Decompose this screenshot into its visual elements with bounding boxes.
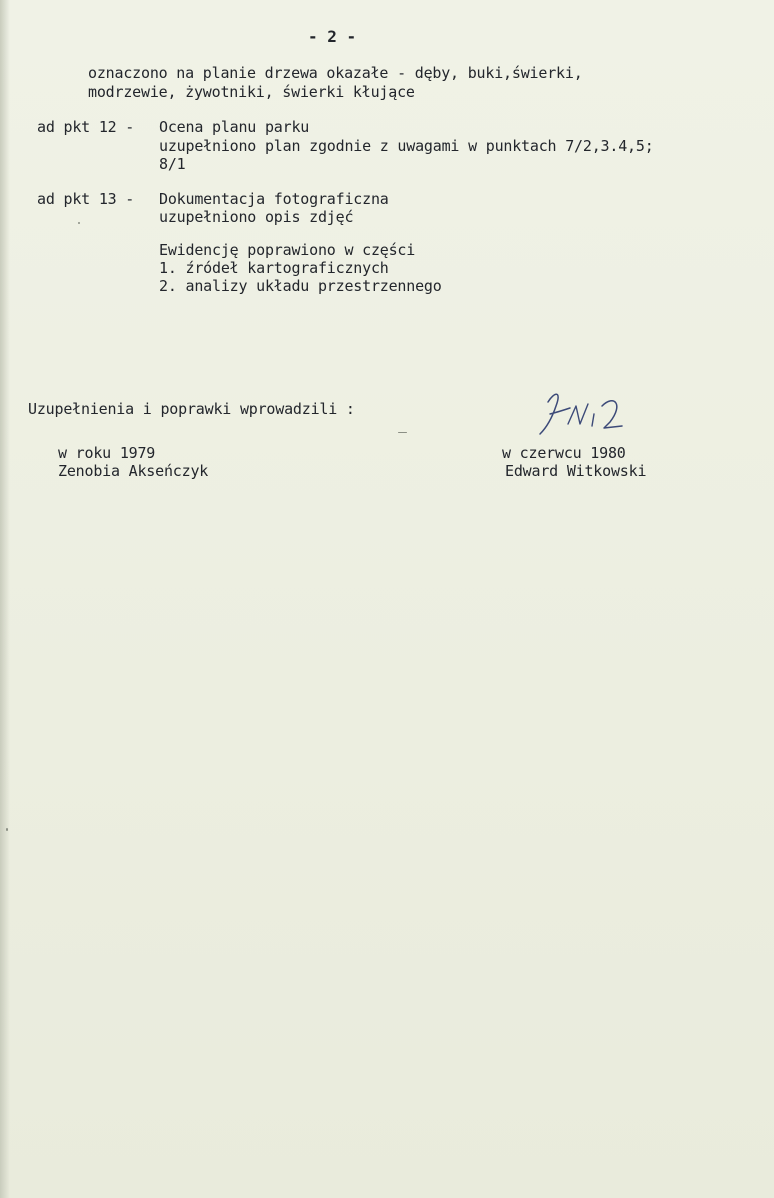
author-right-date: w czerwcu 1980 bbox=[502, 444, 626, 462]
item-13-title: Dokumentacja fotograficzna bbox=[159, 190, 389, 208]
item-13-line-1: uzupełniono opis zdjęć bbox=[159, 208, 354, 226]
evidence-heading: Ewidencję poprawiono w części bbox=[159, 241, 416, 259]
authors-heading: Uzupełnienia i poprawki wprowadzili : bbox=[28, 400, 355, 418]
intro-line-2: modrzewie, żywotniki, świerki kłujące bbox=[88, 83, 415, 101]
item-12-line-1: uzupełniono plan zgodnie z uwagami w punktach 7/2,3.4,5; bbox=[159, 137, 654, 155]
item-12-title: Ocena planu parku bbox=[159, 118, 310, 136]
handwritten-signature bbox=[532, 384, 632, 444]
author-left-date: w roku 1979 bbox=[58, 444, 156, 462]
author-left-name: Zenobia Akseńczyk bbox=[58, 462, 209, 480]
item-12-line-2: 8/1 bbox=[159, 155, 186, 173]
author-right-name: Edward Witkowski bbox=[505, 462, 647, 480]
intro-line-1: oznaczono na planie drzewa okazałe - dęby, buki,świerki, bbox=[88, 64, 583, 82]
page-edge-shadow bbox=[0, 0, 10, 1198]
evidence-item-1: 1. źródeł kartograficznych bbox=[159, 259, 389, 277]
item-12-label: ad pkt 12 - bbox=[37, 118, 135, 136]
page-number: - 2 - bbox=[308, 27, 357, 46]
item-13-label: ad pkt 13 - bbox=[37, 190, 135, 208]
paper-speck bbox=[6, 828, 8, 831]
evidence-item-2: 2. analizy układu przestrzennego bbox=[159, 277, 442, 295]
paper-speck bbox=[78, 222, 80, 224]
paper-speck bbox=[398, 432, 407, 433]
